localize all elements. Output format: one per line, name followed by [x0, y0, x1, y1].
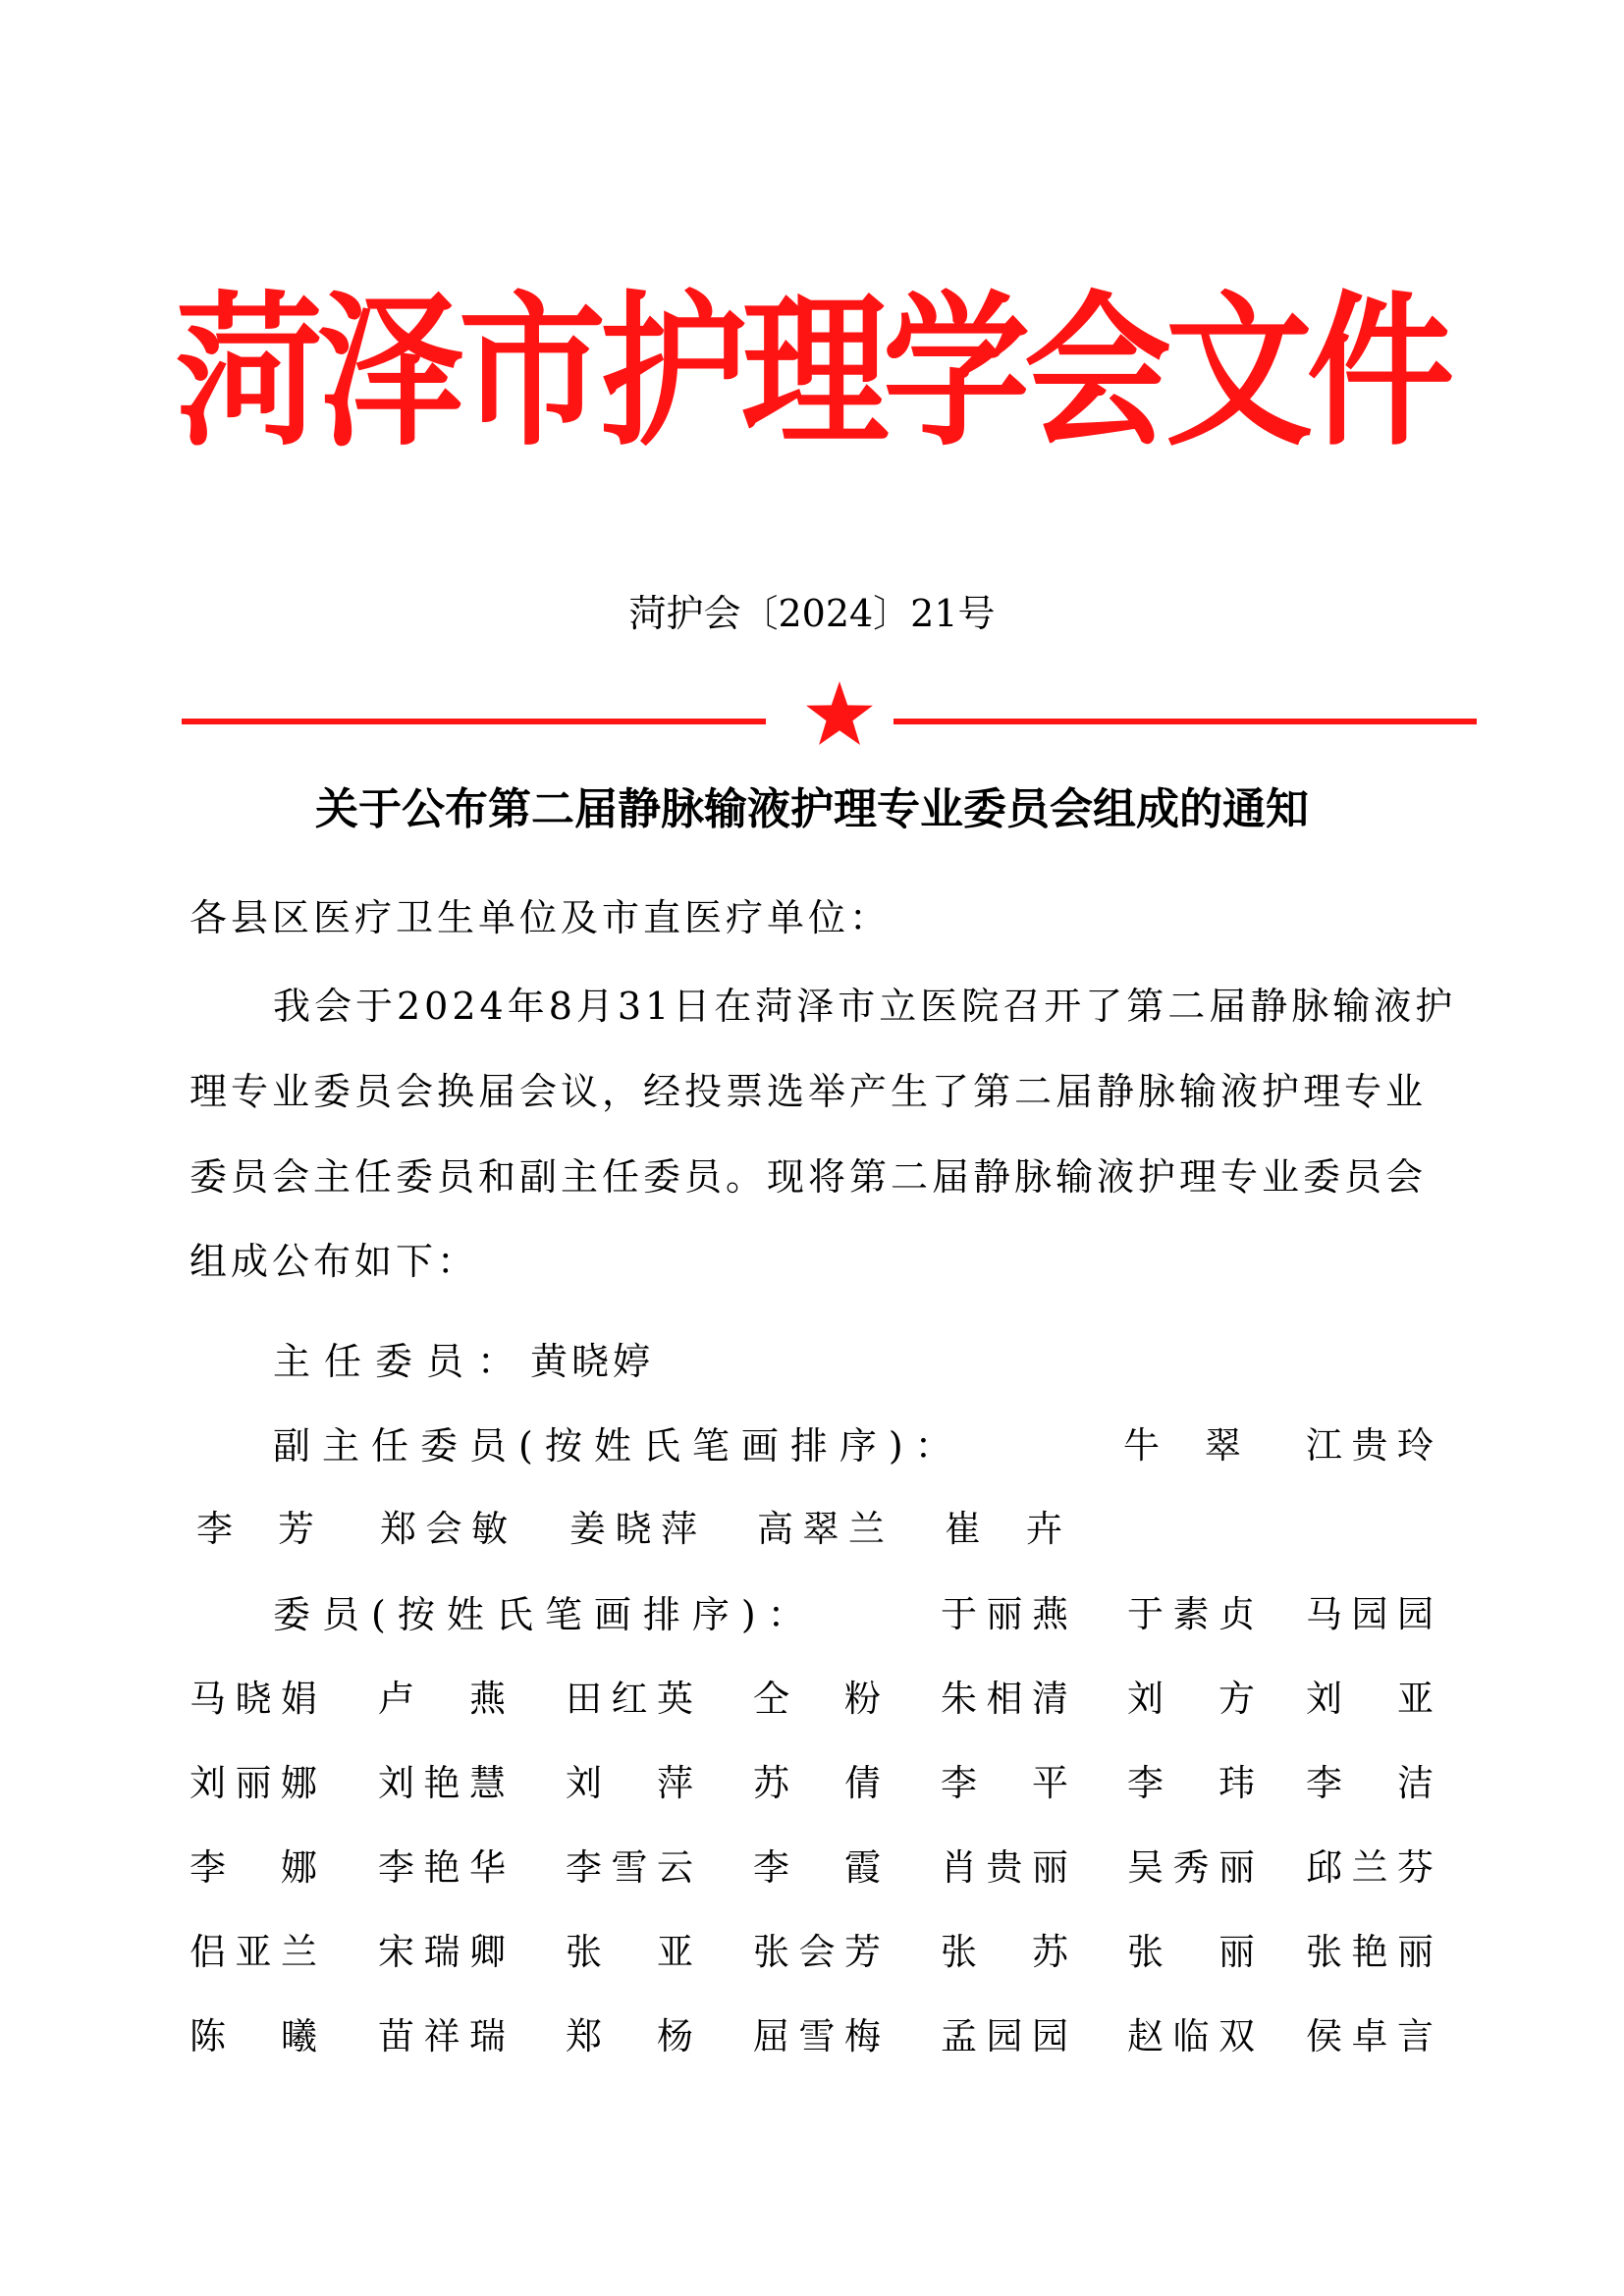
- member-name: 陈 曦: [189, 2015, 317, 2057]
- member-name: 赵临双: [1127, 2015, 1255, 2057]
- deputy-name: 崔 卉: [945, 1508, 1062, 1550]
- member-name: 李艳华: [378, 1846, 506, 1889]
- member-name: 李 娜: [189, 1846, 317, 1889]
- member-name: 李 霞: [753, 1846, 881, 1889]
- member-name: 于素贞: [1127, 1593, 1255, 1635]
- paragraph-line: 组成公布如下：: [189, 1240, 479, 1283]
- member-name: 李 玮: [1127, 1762, 1255, 1804]
- member-name: 侯卓言: [1306, 2015, 1434, 2057]
- member-name: 宋瑞卿: [378, 1931, 506, 1973]
- member-name: 于丽燕: [941, 1593, 1068, 1635]
- document-number: 菏护会〔2024〕21号: [628, 592, 996, 635]
- deputy-name: 高翠兰: [757, 1508, 885, 1550]
- member-name: 张 苏: [941, 1931, 1068, 1973]
- paragraph-line: 我会于2024年8月31日在菏泽市立医院召开了第二届静脉输液护: [273, 985, 1457, 1028]
- member-name: 卢 燕: [378, 1678, 506, 1720]
- member-name: 张艳丽: [1306, 1931, 1434, 1973]
- member-name: 刘丽娜: [189, 1762, 317, 1804]
- member-name: 屈雪梅: [753, 2015, 881, 2057]
- member-name: 马晓娟: [189, 1678, 317, 1720]
- member-name: 刘 萍: [566, 1762, 693, 1804]
- member-name: 张 丽: [1127, 1931, 1255, 1973]
- deputy-label: 副主任委员(按姓氏笔画排序)：: [273, 1424, 964, 1468]
- member-name: 马园园: [1306, 1593, 1434, 1635]
- member-name: 侣亚兰: [189, 1931, 317, 1973]
- member-name: 苗祥瑞: [378, 2015, 506, 2057]
- red-star-icon: [805, 679, 874, 748]
- member-name: 刘 方: [1127, 1678, 1255, 1720]
- member-name: 肖贵丽: [941, 1846, 1068, 1889]
- deputy-name: 江贵玲: [1306, 1424, 1434, 1467]
- members-label: 委员(按姓氏笔画排序)：: [273, 1593, 817, 1636]
- paragraph-line: 理专业委员会换届会议，经投票选举产生了第二届静脉输液护理专业: [189, 1070, 1428, 1113]
- deputy-name: 牛 翠: [1123, 1424, 1241, 1467]
- paragraph-line: 委员会主任委员和副主任委员。现将第二届静脉输液护理专业委员会: [189, 1155, 1428, 1199]
- member-name: 田红英: [566, 1678, 693, 1720]
- deputy-name: 李 芳: [196, 1508, 314, 1550]
- member-name: 仝 粉: [753, 1678, 881, 1720]
- member-name: 吴秀丽: [1127, 1846, 1255, 1889]
- deputy-name: 郑会敏: [380, 1508, 508, 1550]
- member-name: 李雪云: [566, 1846, 693, 1889]
- member-name: 郑 杨: [566, 2015, 693, 2057]
- member-name: 苏 倩: [753, 1762, 881, 1804]
- member-name: 孟园园: [941, 2015, 1068, 2057]
- salutation: 各县区医疗卫生单位及市直医疗单位：: [189, 896, 892, 939]
- member-name: 张会芳: [753, 1931, 881, 1973]
- notice-title: 关于公布第二届静脉输液护理专业委员会组成的通知: [315, 784, 1309, 834]
- document-header-title: 菏泽市护理学会文件: [175, 277, 1448, 469]
- director-label: 主任委员：: [273, 1340, 529, 1383]
- member-name: 朱相清: [941, 1678, 1068, 1720]
- director-name: 黄晓婷: [530, 1340, 655, 1383]
- member-name: 邱兰芬: [1306, 1846, 1434, 1889]
- left-red-divider: [182, 719, 766, 724]
- member-name: 张 亚: [566, 1931, 693, 1973]
- member-name: 李 平: [941, 1762, 1068, 1804]
- right-red-divider: [893, 719, 1477, 724]
- member-name: 李 洁: [1306, 1762, 1434, 1804]
- member-name: 刘 亚: [1306, 1678, 1434, 1720]
- member-name: 刘艳慧: [378, 1762, 506, 1804]
- deputy-name: 姜晓萍: [569, 1508, 697, 1550]
